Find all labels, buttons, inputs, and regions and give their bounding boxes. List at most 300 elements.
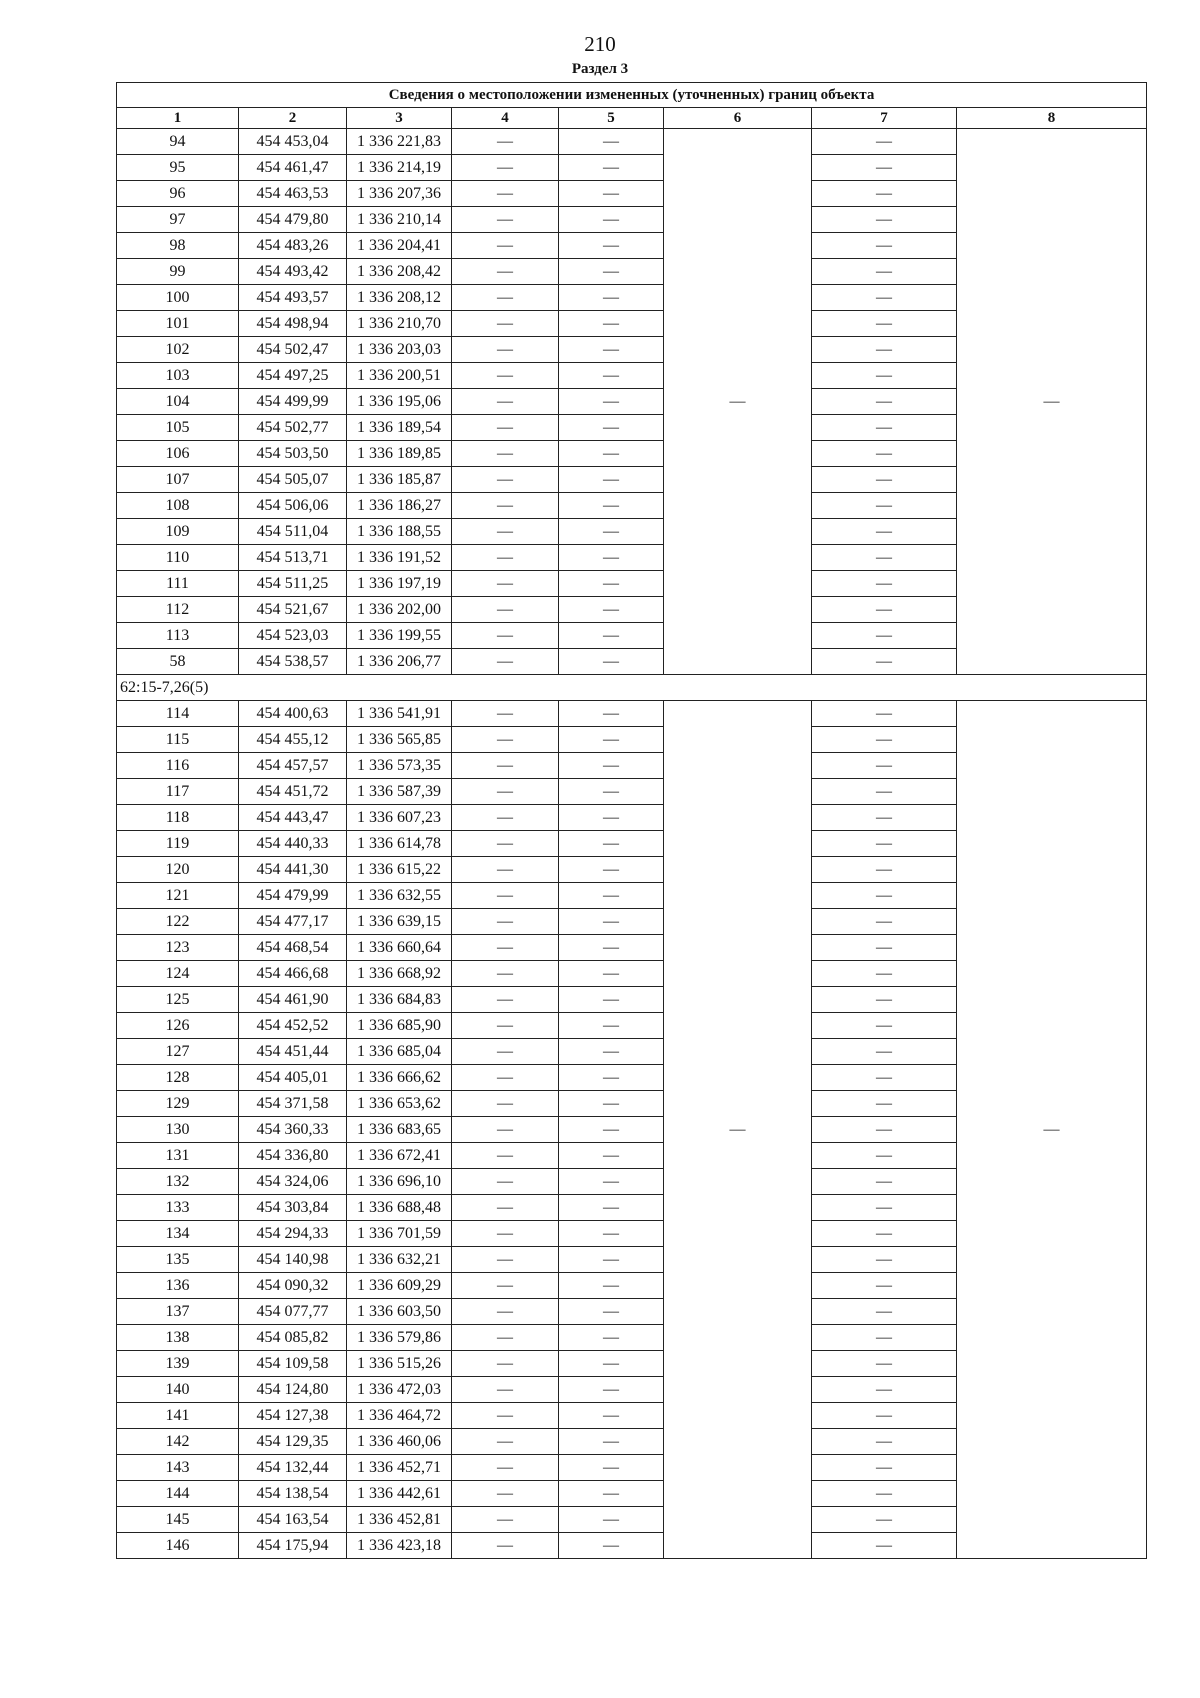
point-number-cell: 111: [117, 571, 239, 597]
column-4-cell: —: [452, 623, 559, 649]
point-number-cell: 115: [117, 727, 239, 753]
point-number-cell: 124: [117, 961, 239, 987]
column-4-cell: —: [452, 519, 559, 545]
point-number-cell: 105: [117, 415, 239, 441]
column-7-cell: —: [812, 1169, 957, 1195]
column-7-cell: —: [812, 129, 957, 155]
y-coordinate-cell: 1 336 452,71: [347, 1455, 452, 1481]
column-5-cell: —: [559, 1299, 664, 1325]
column-7-cell: —: [812, 805, 957, 831]
column-4-cell: —: [452, 467, 559, 493]
column-5-cell: —: [559, 1195, 664, 1221]
x-coordinate-cell: 454 163,54: [239, 1507, 347, 1533]
point-number-cell: 109: [117, 519, 239, 545]
x-coordinate-cell: 454 400,63: [239, 701, 347, 727]
column-7-cell: —: [812, 1481, 957, 1507]
point-number-cell: 142: [117, 1429, 239, 1455]
y-coordinate-cell: 1 336 202,00: [347, 597, 452, 623]
column-4-cell: —: [452, 1299, 559, 1325]
column-7-cell: —: [812, 727, 957, 753]
column-5-cell: —: [559, 831, 664, 857]
column-7-cell: —: [812, 1429, 957, 1455]
column-5-cell: —: [559, 1143, 664, 1169]
point-number-cell: 112: [117, 597, 239, 623]
column-header: 1: [117, 108, 239, 129]
column-7-cell: —: [812, 493, 957, 519]
y-coordinate-cell: 1 336 464,72: [347, 1403, 452, 1429]
y-coordinate-cell: 1 336 632,21: [347, 1247, 452, 1273]
column-5-cell: —: [559, 1117, 664, 1143]
y-coordinate-cell: 1 336 632,55: [347, 883, 452, 909]
column-7-cell: —: [812, 909, 957, 935]
x-coordinate-cell: 454 468,54: [239, 935, 347, 961]
column-4-cell: —: [452, 1377, 559, 1403]
y-coordinate-cell: 1 336 195,06: [347, 389, 452, 415]
column-5-cell: —: [559, 1221, 664, 1247]
column-4-cell: —: [452, 389, 559, 415]
column-7-cell: —: [812, 415, 957, 441]
column-7-cell: —: [812, 441, 957, 467]
x-coordinate-cell: 454 503,50: [239, 441, 347, 467]
y-coordinate-cell: 1 336 685,04: [347, 1039, 452, 1065]
column-5-cell: —: [559, 493, 664, 519]
x-coordinate-cell: 454 499,99: [239, 389, 347, 415]
column-4-cell: —: [452, 1039, 559, 1065]
column-5-cell: —: [559, 129, 664, 155]
column-5-cell: —: [559, 779, 664, 805]
y-coordinate-cell: 1 336 203,03: [347, 337, 452, 363]
column-4-cell: —: [452, 1325, 559, 1351]
point-number-cell: 145: [117, 1507, 239, 1533]
point-number-cell: 96: [117, 181, 239, 207]
column-header: 3: [347, 108, 452, 129]
column-4-cell: —: [452, 1247, 559, 1273]
column-7-cell: —: [812, 623, 957, 649]
y-coordinate-cell: 1 336 565,85: [347, 727, 452, 753]
point-number-cell: 117: [117, 779, 239, 805]
column-5-cell: —: [559, 883, 664, 909]
point-number-cell: 99: [117, 259, 239, 285]
point-number-cell: 120: [117, 857, 239, 883]
column-4-cell: —: [452, 1351, 559, 1377]
y-coordinate-cell: 1 336 208,42: [347, 259, 452, 285]
column-4-cell: —: [452, 545, 559, 571]
x-coordinate-cell: 454 452,52: [239, 1013, 347, 1039]
x-coordinate-cell: 454 453,04: [239, 129, 347, 155]
x-coordinate-cell: 454 479,80: [239, 207, 347, 233]
point-number-cell: 136: [117, 1273, 239, 1299]
column-5-cell: —: [559, 961, 664, 987]
x-coordinate-cell: 454 140,98: [239, 1247, 347, 1273]
point-number-cell: 119: [117, 831, 239, 857]
point-number-cell: 143: [117, 1455, 239, 1481]
y-coordinate-cell: 1 336 684,83: [347, 987, 452, 1013]
point-number-cell: 98: [117, 233, 239, 259]
y-coordinate-cell: 1 336 204,41: [347, 233, 452, 259]
column-5-cell: —: [559, 753, 664, 779]
column-5-cell: —: [559, 1507, 664, 1533]
y-coordinate-cell: 1 336 452,81: [347, 1507, 452, 1533]
column-4-cell: —: [452, 805, 559, 831]
column-4-cell: —: [452, 1403, 559, 1429]
column-7-cell: —: [812, 363, 957, 389]
y-coordinate-cell: 1 336 191,52: [347, 545, 452, 571]
column-7-cell: —: [812, 935, 957, 961]
x-coordinate-cell: 454 324,06: [239, 1169, 347, 1195]
column-7-cell: —: [812, 389, 957, 415]
x-coordinate-cell: 454 511,25: [239, 571, 347, 597]
column-7-cell: —: [812, 1299, 957, 1325]
point-number-cell: 139: [117, 1351, 239, 1377]
column-5-cell: —: [559, 337, 664, 363]
column-7-cell: —: [812, 155, 957, 181]
x-coordinate-cell: 454 090,32: [239, 1273, 347, 1299]
column-5-cell: —: [559, 857, 664, 883]
y-coordinate-cell: 1 336 197,19: [347, 571, 452, 597]
table-header-row: [117, 108, 1147, 129]
x-coordinate-cell: 454 132,44: [239, 1455, 347, 1481]
column-7-cell: —: [812, 1091, 957, 1117]
column-7-cell: —: [812, 545, 957, 571]
column-4-cell: —: [452, 363, 559, 389]
column-5-cell: —: [559, 987, 664, 1013]
y-coordinate-cell: 1 336 683,65: [347, 1117, 452, 1143]
point-number-cell: 127: [117, 1039, 239, 1065]
x-coordinate-cell: 454 457,57: [239, 753, 347, 779]
column-4-cell: —: [452, 883, 559, 909]
x-coordinate-cell: 454 538,57: [239, 649, 347, 675]
y-coordinate-cell: 1 336 199,55: [347, 623, 452, 649]
column-5-cell: —: [559, 1533, 664, 1559]
column-4-cell: —: [452, 571, 559, 597]
x-coordinate-cell: 454 502,77: [239, 415, 347, 441]
column-4-cell: —: [452, 155, 559, 181]
point-number-cell: 125: [117, 987, 239, 1013]
y-coordinate-cell: 1 336 615,22: [347, 857, 452, 883]
column-7-cell: —: [812, 1143, 957, 1169]
column-4-cell: —: [452, 779, 559, 805]
column-7-cell: —: [812, 259, 957, 285]
column-5-cell: —: [559, 1091, 664, 1117]
group-row: [117, 675, 1147, 701]
x-coordinate-cell: 454 451,44: [239, 1039, 347, 1065]
column-header: 4: [452, 108, 559, 129]
table-row: [117, 701, 1147, 727]
point-number-cell: 141: [117, 1403, 239, 1429]
x-coordinate-cell: 454 124,80: [239, 1377, 347, 1403]
point-number-cell: 95: [117, 155, 239, 181]
column-4-cell: —: [452, 1117, 559, 1143]
column-5-cell: —: [559, 207, 664, 233]
column-5-cell: —: [559, 389, 664, 415]
column-5-cell: —: [559, 415, 664, 441]
column-7-cell: —: [812, 1455, 957, 1481]
column-7-cell: —: [812, 181, 957, 207]
column-4-cell: —: [452, 727, 559, 753]
column-7-cell: —: [812, 1039, 957, 1065]
x-coordinate-cell: 454 521,67: [239, 597, 347, 623]
column-5-cell: —: [559, 1403, 664, 1429]
column-7-cell: —: [812, 1533, 957, 1559]
column-4-cell: —: [452, 1195, 559, 1221]
column-5-cell: —: [559, 1065, 664, 1091]
y-coordinate-cell: 1 336 666,62: [347, 1065, 452, 1091]
point-number-cell: 146: [117, 1533, 239, 1559]
x-coordinate-cell: 454 129,35: [239, 1429, 347, 1455]
x-coordinate-cell: 454 294,33: [239, 1221, 347, 1247]
column-5-cell: —: [559, 571, 664, 597]
x-coordinate-cell: 454 511,04: [239, 519, 347, 545]
column-5-cell: —: [559, 1247, 664, 1273]
column-7-cell: —: [812, 1325, 957, 1351]
column-4-cell: —: [452, 831, 559, 857]
column-4-cell: —: [452, 1065, 559, 1091]
column-5-cell: —: [559, 259, 664, 285]
y-coordinate-cell: 1 336 609,29: [347, 1273, 452, 1299]
column-7-cell: —: [812, 519, 957, 545]
boundary-coordinates-table: [116, 82, 1147, 1559]
point-number-cell: 140: [117, 1377, 239, 1403]
column-7-cell: —: [812, 961, 957, 987]
column-7-cell: —: [812, 857, 957, 883]
x-coordinate-cell: 454 455,12: [239, 727, 347, 753]
x-coordinate-cell: 454 466,68: [239, 961, 347, 987]
x-coordinate-cell: 454 523,03: [239, 623, 347, 649]
y-coordinate-cell: 1 336 653,62: [347, 1091, 452, 1117]
x-coordinate-cell: 454 506,06: [239, 493, 347, 519]
column-4-cell: —: [452, 961, 559, 987]
point-number-cell: 137: [117, 1299, 239, 1325]
column-5-cell: —: [559, 311, 664, 337]
y-coordinate-cell: 1 336 696,10: [347, 1169, 452, 1195]
column-5-cell: —: [559, 1273, 664, 1299]
column-4-cell: —: [452, 415, 559, 441]
point-number-cell: 116: [117, 753, 239, 779]
y-coordinate-cell: 1 336 573,35: [347, 753, 452, 779]
column-7-cell: —: [812, 1351, 957, 1377]
column-5-cell: —: [559, 233, 664, 259]
column-4-cell: —: [452, 129, 559, 155]
x-coordinate-cell: 454 483,26: [239, 233, 347, 259]
column-7-cell: —: [812, 337, 957, 363]
group-label: 62:15-7,26(5): [117, 675, 1147, 701]
column-7-cell: —: [812, 571, 957, 597]
column-8-merged-cell: —: [957, 129, 1147, 675]
point-number-cell: 94: [117, 129, 239, 155]
y-coordinate-cell: 1 336 685,90: [347, 1013, 452, 1039]
column-7-cell: —: [812, 779, 957, 805]
point-number-cell: 130: [117, 1117, 239, 1143]
y-coordinate-cell: 1 336 423,18: [347, 1533, 452, 1559]
column-header: 7: [812, 108, 957, 129]
column-4-cell: —: [452, 909, 559, 935]
column-4-cell: —: [452, 1143, 559, 1169]
column-5-cell: —: [559, 1169, 664, 1195]
point-number-cell: 131: [117, 1143, 239, 1169]
column-5-cell: —: [559, 1481, 664, 1507]
column-4-cell: —: [452, 857, 559, 883]
point-number-cell: 134: [117, 1221, 239, 1247]
column-7-cell: —: [812, 233, 957, 259]
y-coordinate-cell: 1 336 587,39: [347, 779, 452, 805]
y-coordinate-cell: 1 336 668,92: [347, 961, 452, 987]
column-7-cell: —: [812, 1273, 957, 1299]
y-coordinate-cell: 1 336 607,23: [347, 805, 452, 831]
point-number-cell: 118: [117, 805, 239, 831]
column-header: 2: [239, 108, 347, 129]
y-coordinate-cell: 1 336 603,50: [347, 1299, 452, 1325]
table-row: [117, 129, 1147, 155]
y-coordinate-cell: 1 336 189,85: [347, 441, 452, 467]
column-5-cell: —: [559, 1377, 664, 1403]
x-coordinate-cell: 454 513,71: [239, 545, 347, 571]
y-coordinate-cell: 1 336 189,54: [347, 415, 452, 441]
column-4-cell: —: [452, 207, 559, 233]
column-4-cell: —: [452, 701, 559, 727]
point-number-cell: 114: [117, 701, 239, 727]
x-coordinate-cell: 454 498,94: [239, 311, 347, 337]
point-number-cell: 113: [117, 623, 239, 649]
point-number-cell: 123: [117, 935, 239, 961]
column-6-merged-cell: —: [664, 129, 812, 675]
x-coordinate-cell: 454 109,58: [239, 1351, 347, 1377]
y-coordinate-cell: 1 336 688,48: [347, 1195, 452, 1221]
x-coordinate-cell: 454 303,84: [239, 1195, 347, 1221]
y-coordinate-cell: 1 336 207,36: [347, 181, 452, 207]
column-5-cell: —: [559, 1013, 664, 1039]
column-7-cell: —: [812, 597, 957, 623]
column-5-cell: —: [559, 1455, 664, 1481]
column-4-cell: —: [452, 1169, 559, 1195]
column-7-cell: —: [812, 1065, 957, 1091]
column-4-cell: —: [452, 597, 559, 623]
y-coordinate-cell: 1 336 614,78: [347, 831, 452, 857]
x-coordinate-cell: 454 440,33: [239, 831, 347, 857]
x-coordinate-cell: 454 085,82: [239, 1325, 347, 1351]
y-coordinate-cell: 1 336 185,87: [347, 467, 452, 493]
y-coordinate-cell: 1 336 472,03: [347, 1377, 452, 1403]
column-7-cell: —: [812, 1195, 957, 1221]
point-number-cell: 107: [117, 467, 239, 493]
column-7-cell: —: [812, 1013, 957, 1039]
column-7-cell: —: [812, 467, 957, 493]
column-7-cell: —: [812, 701, 957, 727]
x-coordinate-cell: 454 479,99: [239, 883, 347, 909]
point-number-cell: 132: [117, 1169, 239, 1195]
column-4-cell: —: [452, 1481, 559, 1507]
y-coordinate-cell: 1 336 200,51: [347, 363, 452, 389]
y-coordinate-cell: 1 336 672,41: [347, 1143, 452, 1169]
column-4-cell: —: [452, 649, 559, 675]
column-4-cell: —: [452, 493, 559, 519]
x-coordinate-cell: 454 360,33: [239, 1117, 347, 1143]
column-4-cell: —: [452, 1013, 559, 1039]
column-4-cell: —: [452, 285, 559, 311]
x-coordinate-cell: 454 461,90: [239, 987, 347, 1013]
point-number-cell: 122: [117, 909, 239, 935]
x-coordinate-cell: 454 405,01: [239, 1065, 347, 1091]
column-7-cell: —: [812, 1221, 957, 1247]
column-5-cell: —: [559, 1039, 664, 1065]
y-coordinate-cell: 1 336 579,86: [347, 1325, 452, 1351]
y-coordinate-cell: 1 336 639,15: [347, 909, 452, 935]
column-4-cell: —: [452, 935, 559, 961]
x-coordinate-cell: 454 461,47: [239, 155, 347, 181]
column-8-merged-cell: —: [957, 701, 1147, 1559]
x-coordinate-cell: 454 477,17: [239, 909, 347, 935]
column-4-cell: —: [452, 1455, 559, 1481]
x-coordinate-cell: 454 175,94: [239, 1533, 347, 1559]
point-number-cell: 106: [117, 441, 239, 467]
x-coordinate-cell: 454 336,80: [239, 1143, 347, 1169]
column-5-cell: —: [559, 545, 664, 571]
y-coordinate-cell: 1 336 701,59: [347, 1221, 452, 1247]
column-7-cell: —: [812, 311, 957, 337]
column-header: 6: [664, 108, 812, 129]
column-4-cell: —: [452, 311, 559, 337]
x-coordinate-cell: 454 463,53: [239, 181, 347, 207]
point-number-cell: 110: [117, 545, 239, 571]
x-coordinate-cell: 454 443,47: [239, 805, 347, 831]
x-coordinate-cell: 454 441,30: [239, 857, 347, 883]
point-number-cell: 108: [117, 493, 239, 519]
page-number: 210: [584, 32, 616, 56]
point-number-cell: 58: [117, 649, 239, 675]
point-number-cell: 103: [117, 363, 239, 389]
column-4-cell: —: [452, 337, 559, 363]
column-4-cell: —: [452, 987, 559, 1013]
y-coordinate-cell: 1 336 214,19: [347, 155, 452, 181]
column-4-cell: —: [452, 1221, 559, 1247]
column-5-cell: —: [559, 363, 664, 389]
point-number-cell: 100: [117, 285, 239, 311]
column-5-cell: —: [559, 285, 664, 311]
column-header: 8: [957, 108, 1147, 129]
column-4-cell: —: [452, 1533, 559, 1559]
column-5-cell: —: [559, 1351, 664, 1377]
column-5-cell: —: [559, 1325, 664, 1351]
table-caption: Сведения о местоположении измененных (уточненных) границ объекта: [117, 83, 1147, 108]
y-coordinate-cell: 1 336 206,77: [347, 649, 452, 675]
x-coordinate-cell: 454 127,38: [239, 1403, 347, 1429]
column-5-cell: —: [559, 441, 664, 467]
y-coordinate-cell: 1 336 460,06: [347, 1429, 452, 1455]
column-4-cell: —: [452, 259, 559, 285]
column-5-cell: —: [559, 519, 664, 545]
column-7-cell: —: [812, 883, 957, 909]
table-body: [117, 83, 1147, 1559]
table-caption-row: [117, 83, 1147, 108]
point-number-cell: 104: [117, 389, 239, 415]
x-coordinate-cell: 454 493,57: [239, 285, 347, 311]
column-7-cell: —: [812, 649, 957, 675]
column-5-cell: —: [559, 467, 664, 493]
y-coordinate-cell: 1 336 541,91: [347, 701, 452, 727]
column-5-cell: —: [559, 909, 664, 935]
column-4-cell: —: [452, 441, 559, 467]
x-coordinate-cell: 454 451,72: [239, 779, 347, 805]
y-coordinate-cell: 1 336 221,83: [347, 129, 452, 155]
column-7-cell: —: [812, 753, 957, 779]
column-7-cell: —: [812, 1507, 957, 1533]
x-coordinate-cell: 454 371,58: [239, 1091, 347, 1117]
y-coordinate-cell: 1 336 186,27: [347, 493, 452, 519]
column-4-cell: —: [452, 753, 559, 779]
column-5-cell: —: [559, 623, 664, 649]
column-5-cell: —: [559, 1429, 664, 1455]
y-coordinate-cell: 1 336 210,14: [347, 207, 452, 233]
column-7-cell: —: [812, 1377, 957, 1403]
